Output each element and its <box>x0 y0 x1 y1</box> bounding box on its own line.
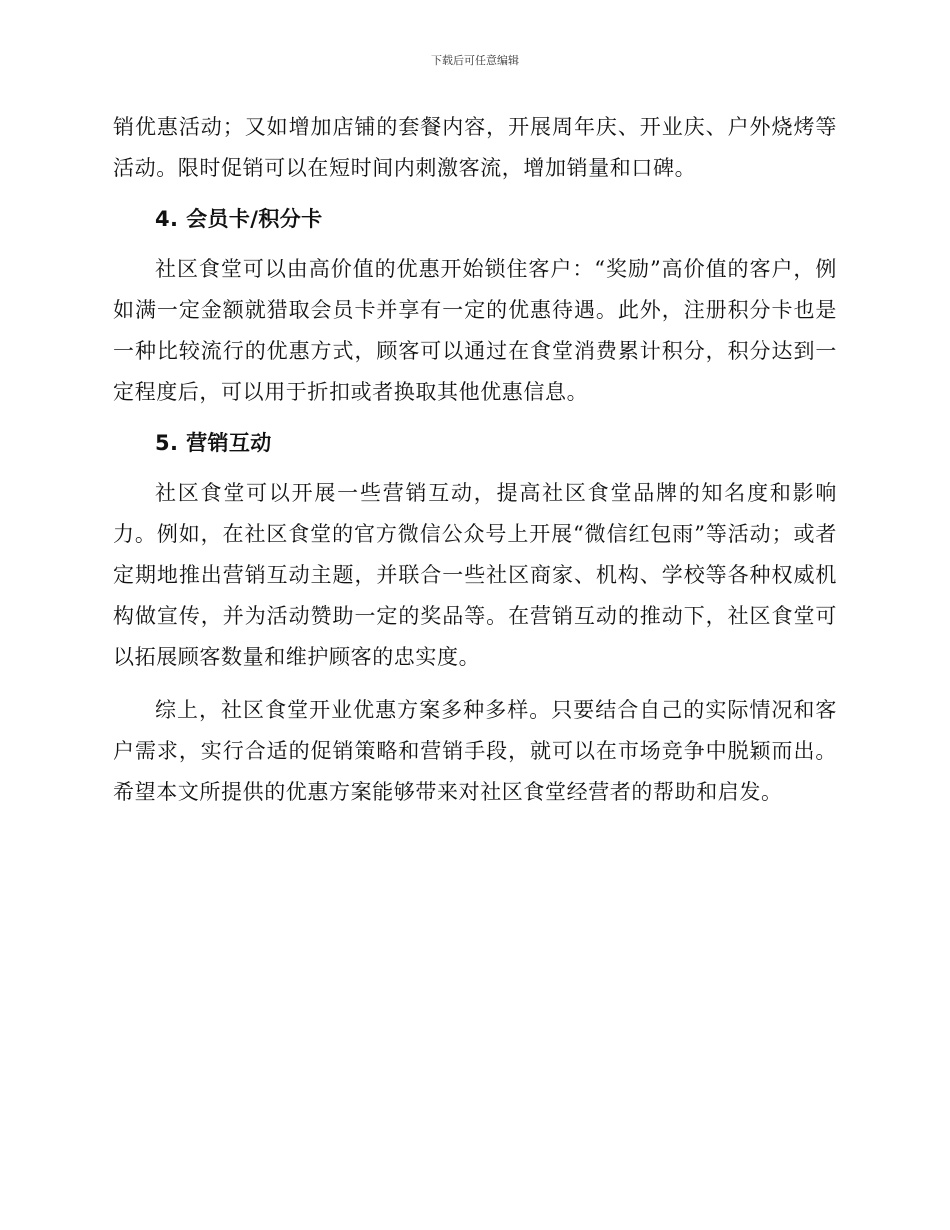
paragraph-membership-card: 社区食堂可以由高价值的优惠开始锁住客户：“奖励”高价值的客户，例如满一定金额就猎取会员卡并享有一定的优惠待遇。此外，注册积分卡也是一种比较流行的优惠方式，顾客可以通过在食堂消费累计积分，积分达到一定程度后，可以用于折扣或者换取其他优惠信息。 <box>113 257 837 404</box>
section-heading-marketing-interaction: 5. 营销互动 <box>155 431 272 455</box>
paragraph-conclusion: 综上，社区食堂开业优惠方案多种多样。只要结合自己的实际情况和客户需求，实行合适的促销策略和营销手段，就可以在市场竞争中脱颖而出。希望本文所提供的优惠方案能够带来对社区食堂经营者的帮助和启发。 <box>113 698 837 804</box>
section-heading-membership-card: 4. 会员卡/积分卡 <box>155 207 323 231</box>
paragraph-gap <box>113 678 837 690</box>
document-body <box>113 107 837 813</box>
page-header: 下载后可任意编辑 <box>431 54 519 67</box>
paragraph-marketing-interaction: 社区食堂可以开展一些营销互动，提高社区食堂品牌的知名度和影响力。例如，在社区食堂的官方微信公众号上开展“微信红包雨”等活动；或者定期地推出营销互动主题，并联合一些社区商家、机构、学校等各种权威机构做宣传，并为活动赞助一定的奖品等。在营销互动的推动下，社区食堂可以拓展顾客数量和维护顾客的忠实度。 <box>113 481 837 669</box>
paragraph-promotion-continued: 销优惠活动；又如增加店铺的套餐内容，开展周年庆、开业庆、户外烧烤等活动。限时促销可以在短时间内刺激客流，增加销量和口碑。 <box>113 115 837 180</box>
